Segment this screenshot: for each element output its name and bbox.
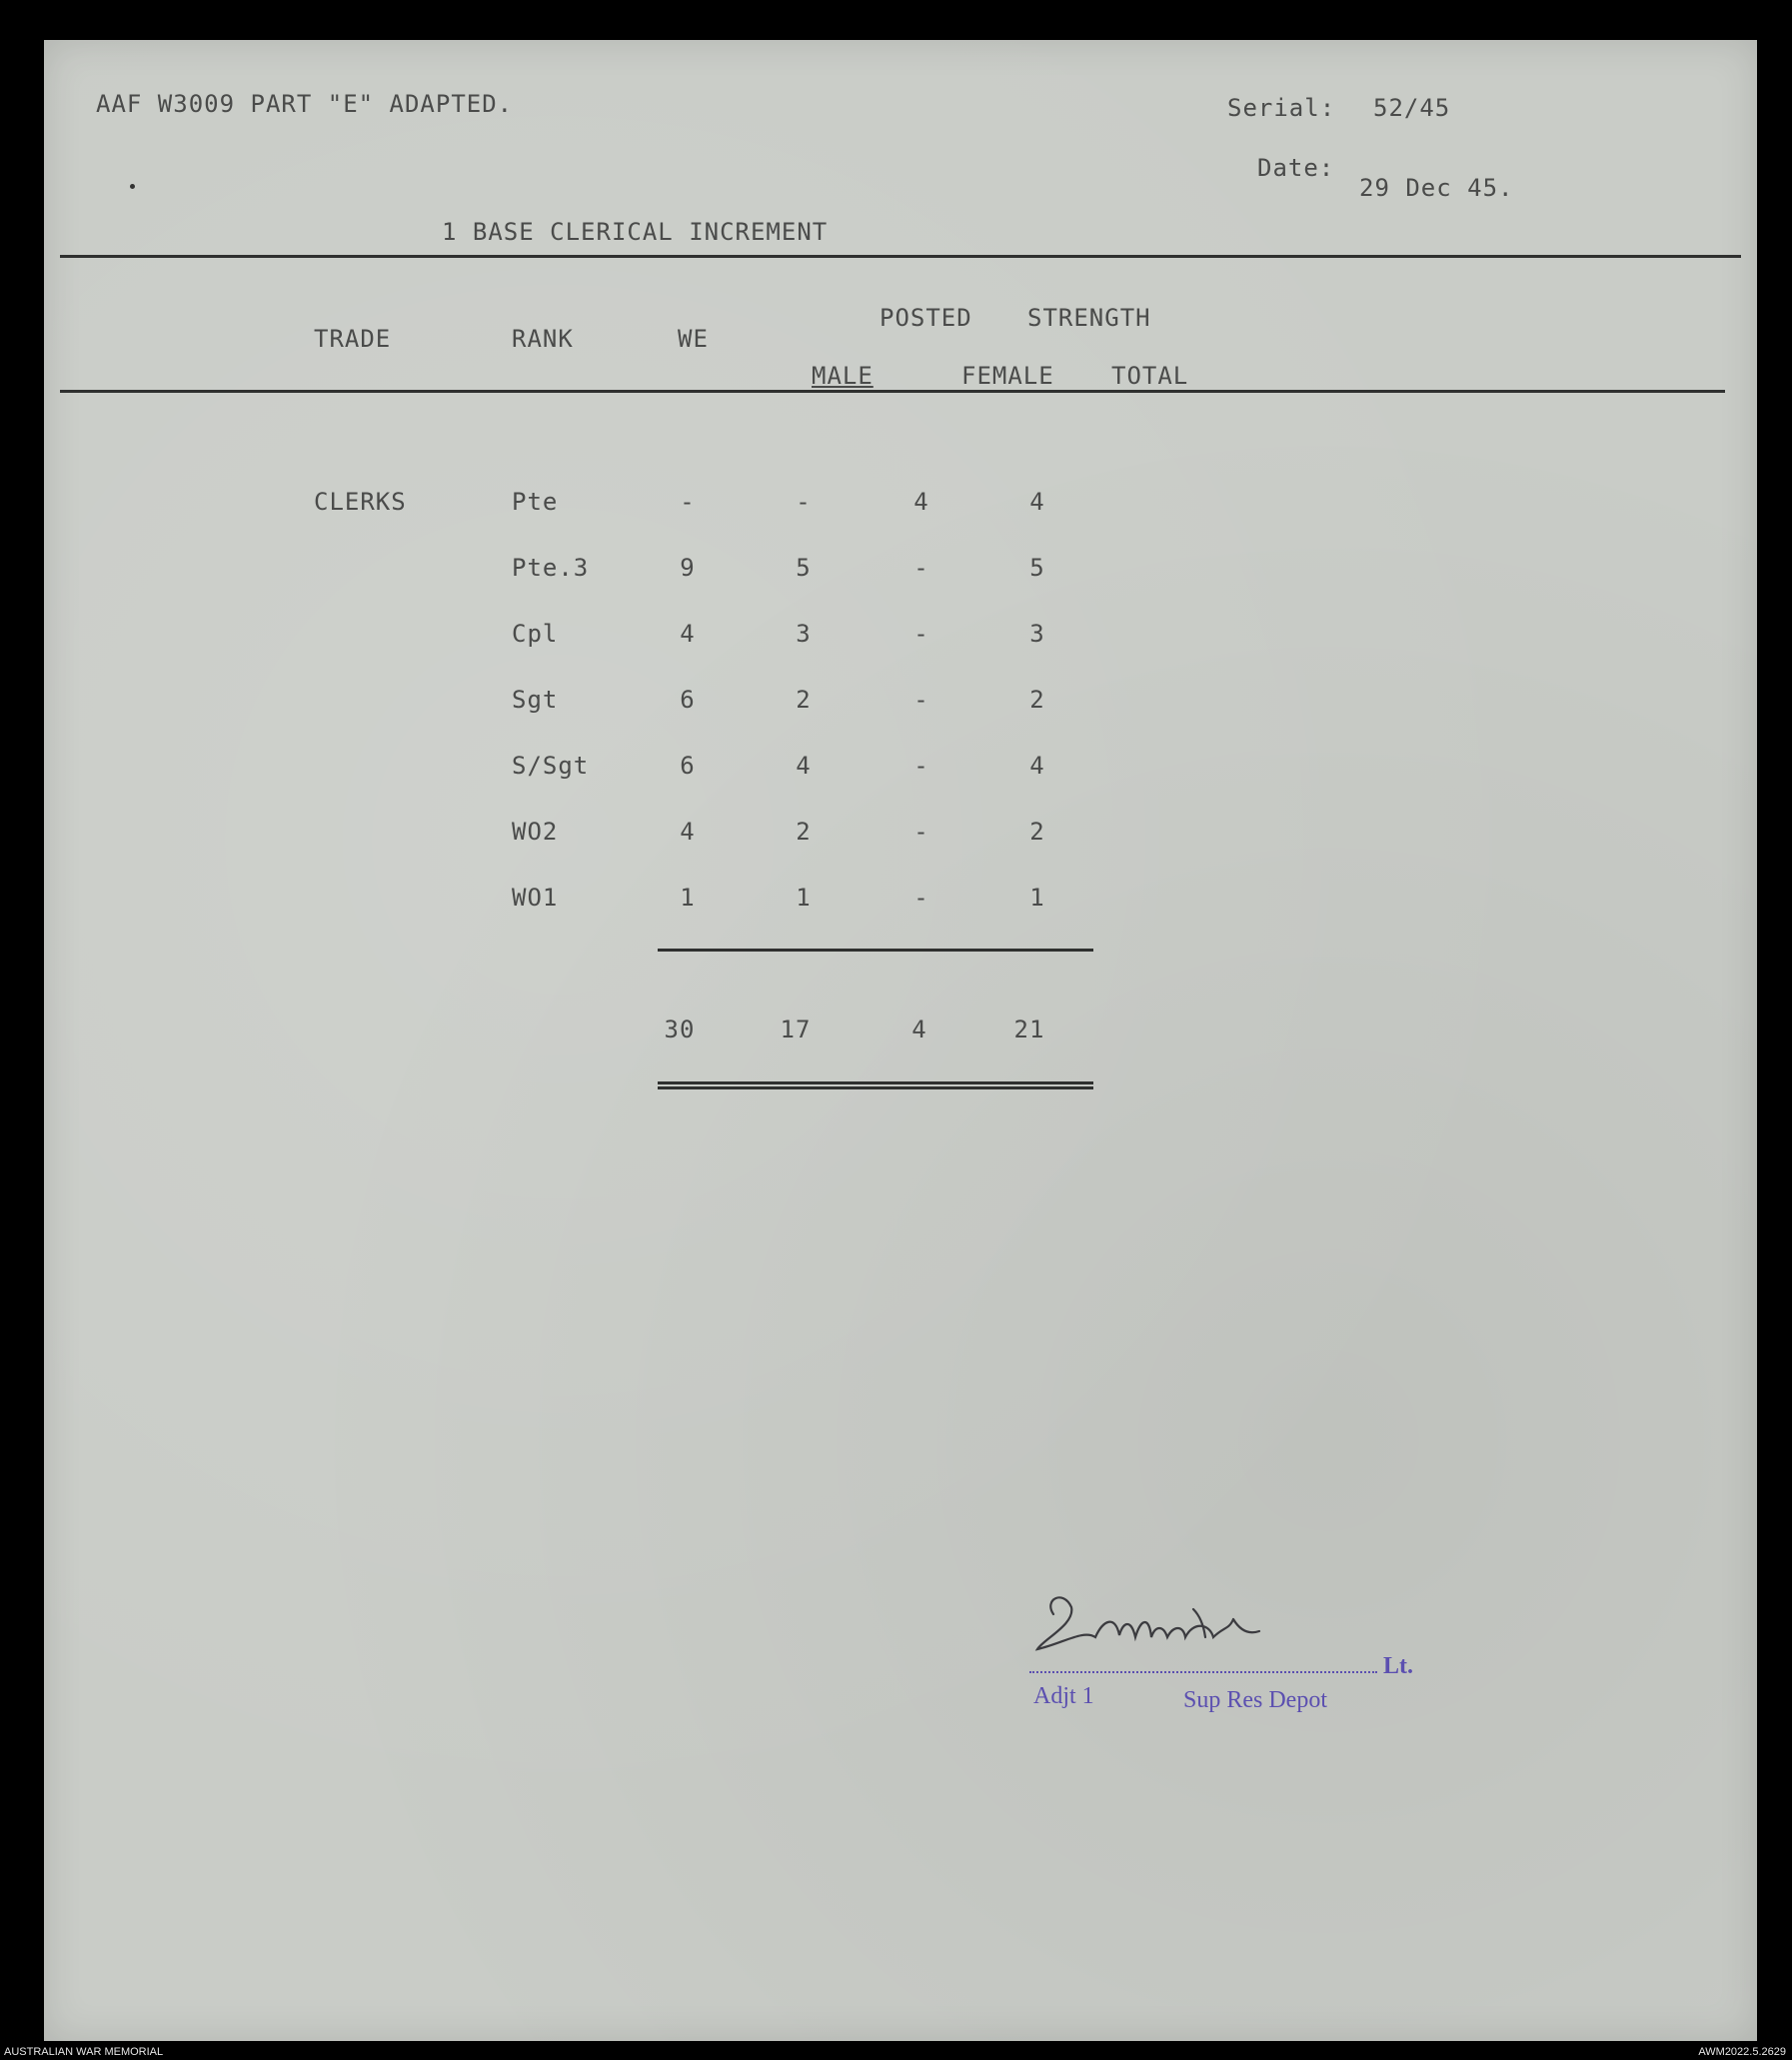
- total-male-cell: 17: [780, 1016, 812, 1043]
- we-cell: 9: [680, 554, 696, 582]
- total-cell: 4: [1029, 752, 1045, 780]
- rank-cell: WO2: [512, 818, 559, 846]
- subtotal-rule: [658, 949, 1093, 952]
- total-cell: 1: [1029, 884, 1045, 912]
- total-cell: 2: [1029, 818, 1045, 846]
- male-cell: -: [796, 488, 812, 516]
- we-cell: -: [680, 488, 696, 516]
- footer-institution: AUSTRALIAN WAR MEMORIAL: [4, 2046, 164, 2058]
- col-header-posted: POSTED: [880, 304, 972, 332]
- total-cell: 5: [1029, 554, 1045, 582]
- col-header-total: TOTAL: [1111, 362, 1189, 390]
- we-cell: 4: [680, 620, 696, 648]
- we-cell: 6: [680, 686, 696, 714]
- female-cell: 4: [913, 488, 929, 516]
- total-female-cell: 4: [911, 1016, 927, 1043]
- rank-cell: S/Sgt: [512, 752, 590, 780]
- trade-cell: CLERKS: [314, 488, 407, 516]
- total-total-cell: 21: [1013, 1016, 1045, 1043]
- stamp-depot: Sup Res Depot: [1183, 1687, 1327, 1713]
- male-cell: 3: [796, 620, 812, 648]
- female-cell: -: [913, 554, 929, 582]
- footer-catalogue-id: AWM2022.5.2629: [1698, 2046, 1786, 2058]
- we-cell: 4: [680, 818, 696, 846]
- male-cell: 2: [796, 818, 812, 846]
- total-cell: 3: [1029, 620, 1045, 648]
- date-label: Date:: [1257, 154, 1335, 182]
- female-cell: -: [913, 620, 929, 648]
- stamp-adjt: Adjt 1: [1033, 1683, 1094, 1709]
- rank-cell: WO1: [512, 884, 559, 912]
- rank-suffix: Lt.: [1383, 1653, 1413, 1679]
- we-cell: 1: [680, 884, 696, 912]
- female-cell: -: [913, 686, 929, 714]
- col-header-trade: TRADE: [314, 325, 392, 353]
- total-double-rule-bottom: [658, 1086, 1093, 1089]
- rank-cell: Pte.3: [512, 554, 590, 582]
- col-header-we: WE: [678, 325, 709, 353]
- rank-cell: Pte: [512, 488, 559, 516]
- serial-label: Serial:: [1227, 94, 1336, 122]
- form-reference: AAF W3009 PART "E" ADAPTED.: [96, 90, 514, 118]
- rank-cell: Sgt: [512, 686, 559, 714]
- female-cell: -: [913, 752, 929, 780]
- total-cell: 2: [1029, 686, 1045, 714]
- handwritten-signature: [1023, 1579, 1343, 1679]
- rank-cell: Cpl: [512, 620, 559, 648]
- male-cell: 2: [796, 686, 812, 714]
- we-cell: 6: [680, 752, 696, 780]
- col-header-female: FEMALE: [961, 362, 1054, 390]
- col-header-rank: RANK: [512, 325, 574, 353]
- total-we-cell: 30: [664, 1016, 696, 1043]
- document-title: 1 BASE CLERICAL INCREMENT: [442, 218, 829, 246]
- date-value: 29 Dec 45.: [1359, 174, 1514, 202]
- total-double-rule-top: [658, 1081, 1093, 1084]
- ink-dot: [130, 184, 135, 189]
- title-rule: [60, 255, 1741, 258]
- male-cell: 5: [796, 554, 812, 582]
- total-cell: 4: [1029, 488, 1045, 516]
- col-header-male: MALE: [812, 362, 874, 390]
- serial-value: 52/45: [1373, 94, 1451, 122]
- document-page: [44, 40, 1757, 2041]
- header-rule: [60, 390, 1725, 393]
- col-header-strength: STRENGTH: [1027, 304, 1151, 332]
- male-cell: 1: [796, 884, 812, 912]
- female-cell: -: [913, 884, 929, 912]
- female-cell: -: [913, 818, 929, 846]
- signature-dotted-line: [1029, 1671, 1377, 1673]
- male-cell: 4: [796, 752, 812, 780]
